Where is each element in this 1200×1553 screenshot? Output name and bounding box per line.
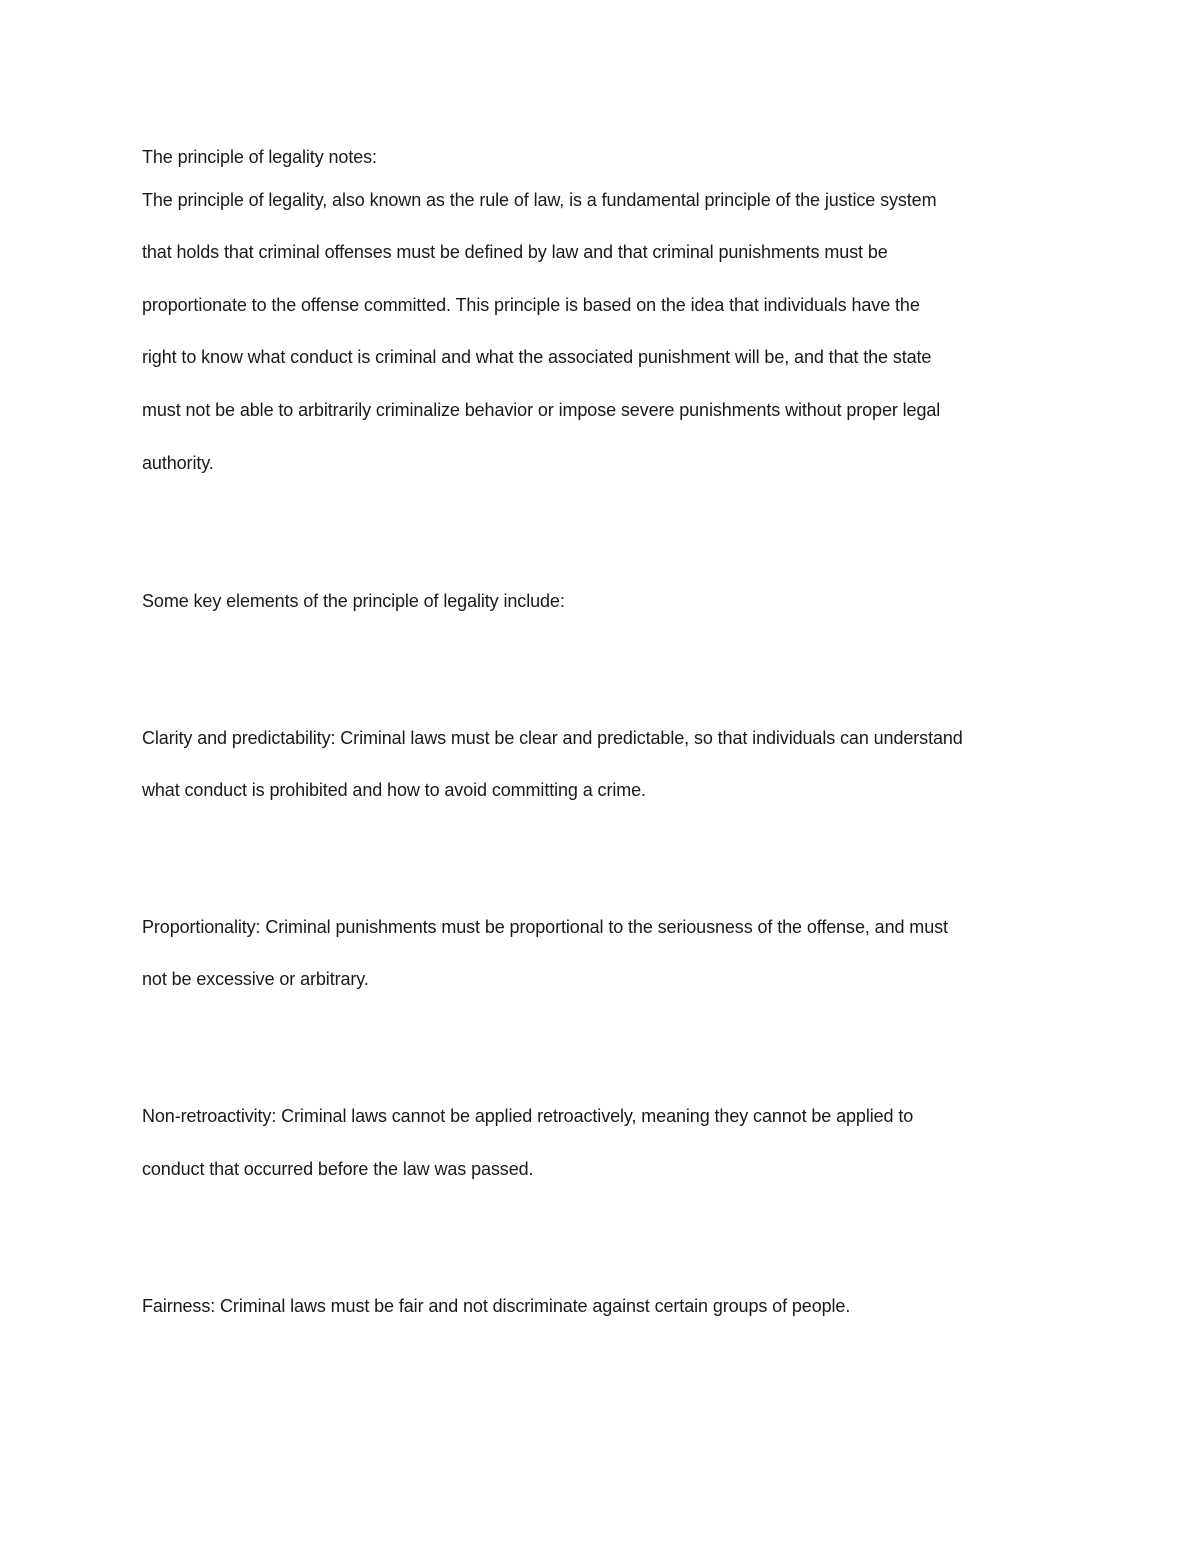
intro-line: authority.: [142, 453, 214, 473]
intro-line: must not be able to arbitrarily criminalize behavior or impose severe punishments without proper legal: [142, 400, 941, 420]
document-title: The principle of legality notes:: [142, 147, 377, 167]
non-retroactivity-paragraph-line: Non-retroactivity: Criminal laws cannot be applied retroactively, meaning they cannot be applied to: [142, 1106, 914, 1126]
non-retroactivity-paragraph-line: conduct that occurred before the law was passed.: [142, 1159, 534, 1179]
intro-line: The principle of legality, also known as the rule of law, is a fundamental principle of the justice system: [142, 190, 937, 210]
fairness-paragraph-line: Fairness: Criminal laws must be fair and not discriminate against certain groups of people.: [142, 1296, 851, 1316]
elements-heading: Some key elements of the principle of legality include:: [142, 591, 565, 611]
clarity-paragraph-line: what conduct is prohibited and how to avoid committing a crime.: [142, 780, 646, 800]
clarity-paragraph-line: Clarity and predictability: Criminal laws must be clear and predictable, so that individuals can understand: [142, 728, 963, 748]
proportionality-paragraph-line: Proportionality: Criminal punishments must be proportional to the seriousness of the offense, and must: [142, 917, 948, 937]
intro-line: that holds that criminal offenses must be defined by law and that criminal punishments must be: [142, 242, 888, 262]
intro-line: right to know what conduct is criminal and what the associated punishment will be, and that the state: [142, 347, 932, 367]
proportionality-paragraph-line: not be excessive or arbitrary.: [142, 969, 369, 989]
intro-line: proportionate to the offense committed. This principle is based on the idea that individuals have the: [142, 295, 920, 315]
